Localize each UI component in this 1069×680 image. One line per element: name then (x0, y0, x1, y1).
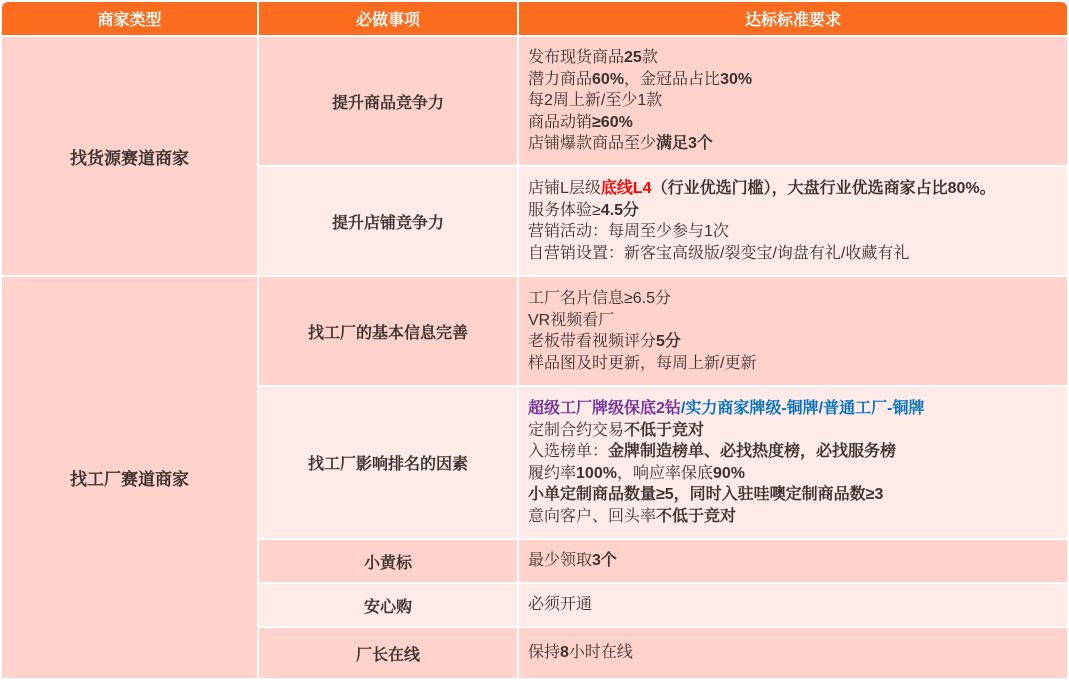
col-header-requirements: 达标标准要求 (519, 2, 1067, 35)
requirement-line (528, 484, 1063, 506)
requirement-text-segment: （行业优选门槛），大盘行业优选商家占比80%。 (651, 180, 996, 197)
requirement-text-segment: 服务体验≥ (528, 201, 601, 219)
requirement-line (528, 310, 1063, 332)
requirement-text-segment: 定制合约交易 (528, 421, 625, 439)
requirement-cell (519, 277, 1067, 385)
col-header-tasks: 必做事项 (259, 2, 517, 35)
requirement-text-segment: 样品图及时更新，每周上新/更新 (528, 354, 757, 372)
requirement-text-segment: 60% (592, 70, 625, 88)
requirement-text-segment: 小单定制商品数量≥5，同时入驻哇噢定制商品数≥3 (528, 486, 884, 503)
header-row (2, 2, 1067, 35)
requirement-text-segment: 商品动销 (528, 113, 593, 131)
task-cell: 提升商品竞争力 (259, 37, 517, 165)
requirement-text-segment: 4.5分 (600, 201, 640, 219)
requirement-text-segment: 不低于竞对 (624, 421, 705, 439)
requirement-line (528, 642, 1063, 664)
requirement-line (528, 331, 1063, 353)
requirement-cell (519, 628, 1067, 678)
requirement-line (528, 243, 1063, 265)
requirement-line (528, 550, 1063, 572)
requirement-line (528, 200, 1063, 222)
requirement-text-segment: 金牌制造榜单、必找热度榜，必找服务榜 (608, 443, 897, 460)
task-cell: 找工厂影响排名的因素 (259, 387, 517, 538)
task-cell: 找工厂的基本信息完善 (259, 277, 517, 385)
table-body (2, 37, 1067, 678)
requirement-text-segment: 最少领取 (528, 552, 593, 570)
requirement-line (528, 594, 1063, 616)
requirement-line (528, 398, 1063, 420)
requirement-line (528, 288, 1063, 310)
task-cell: 厂长在线 (259, 628, 517, 678)
requirement-text-segment: 老板带看视频评分 (528, 333, 657, 350)
requirement-text-segment: 25 (624, 49, 642, 67)
task-cell: 提升店铺竞争力 (259, 167, 517, 275)
requirement-text-segment: ≥60% (592, 113, 633, 131)
requirement-text-segment: 5分 (656, 333, 681, 350)
requirement-text-segment: 自营销设置：新客宝高级版/裂变宝/询盘有礼/收藏有礼 (528, 244, 910, 262)
requirement-text-segment: 8 (560, 644, 569, 662)
requirement-text-segment: 入选榜单： (528, 443, 609, 460)
requirement-cell (519, 540, 1067, 582)
requirement-text-segment: 潜力商品 (528, 70, 593, 88)
requirement-cell (519, 37, 1067, 165)
requirement-text-segment: 发布现货商品 (528, 49, 625, 67)
requirement-line (528, 112, 1063, 134)
requirement-line (528, 178, 1063, 200)
requirement-line (528, 353, 1063, 375)
requirement-cell (519, 584, 1067, 626)
requirement-text-segment: 不低于竞对 (656, 507, 737, 525)
requirement-line (528, 420, 1063, 442)
requirement-text-segment: 每2周上新/至少1款 (528, 92, 663, 110)
table-row (2, 277, 1067, 385)
requirement-text-segment: 款 (641, 49, 658, 67)
requirement-cell (519, 387, 1067, 538)
requirement-line (528, 47, 1063, 69)
requirement-cell (519, 167, 1067, 275)
task-cell: 安心购 (259, 584, 517, 626)
requirement-text-segment: 工厂名片信息≥6.5分 (528, 290, 672, 307)
requirement-text-segment: 店铺爆款商品至少 (528, 135, 657, 153)
requirement-text-segment: 底线L4 (600, 180, 652, 197)
requirement-line (528, 441, 1063, 463)
table-row (2, 37, 1067, 165)
requirement-text-segment: ，金冠品占比 (624, 70, 721, 88)
merchant-type-cell: 找货源赛道商家 (2, 37, 257, 275)
requirement-text-segment: /实力商家牌级-铜牌/普通工厂-铜牌 (680, 400, 925, 417)
requirement-text-segment: 30% (720, 70, 753, 88)
requirement-line (528, 90, 1063, 112)
requirement-text-segment: 保持 (528, 644, 561, 662)
requirement-text-segment: 90% (712, 464, 745, 482)
requirement-text-segment: 意向客户、回头率 (528, 507, 657, 525)
requirement-text-segment: 3个 (592, 552, 617, 570)
requirement-text-segment: VR视频看厂 (528, 311, 615, 329)
requirement-text-segment: 必须开通 (528, 596, 593, 614)
requirement-line (528, 221, 1063, 243)
requirement-line (528, 506, 1063, 528)
task-cell: 小黄标 (259, 540, 517, 582)
requirement-line (528, 133, 1063, 155)
requirement-text-segment: ，响应率保底 (616, 464, 713, 482)
col-header-merchant-type: 商家类型 (2, 2, 257, 35)
requirement-text-segment: 超级工厂牌级保底2钻 (528, 400, 681, 417)
requirement-text-segment: 履约率 (528, 464, 577, 482)
requirement-text-segment: 100% (576, 464, 617, 482)
merchant-type-cell: 找工厂赛道商家 (2, 277, 257, 678)
requirement-line (528, 463, 1063, 485)
requirement-text-segment: 店铺L层级 (528, 180, 601, 197)
requirement-text-segment: 满足3个 (656, 135, 713, 153)
requirement-text-segment: 小时在线 (568, 644, 633, 662)
requirement-text-segment: 营销活动：每周至少参与1次 (528, 223, 729, 240)
requirement-line (528, 69, 1063, 91)
